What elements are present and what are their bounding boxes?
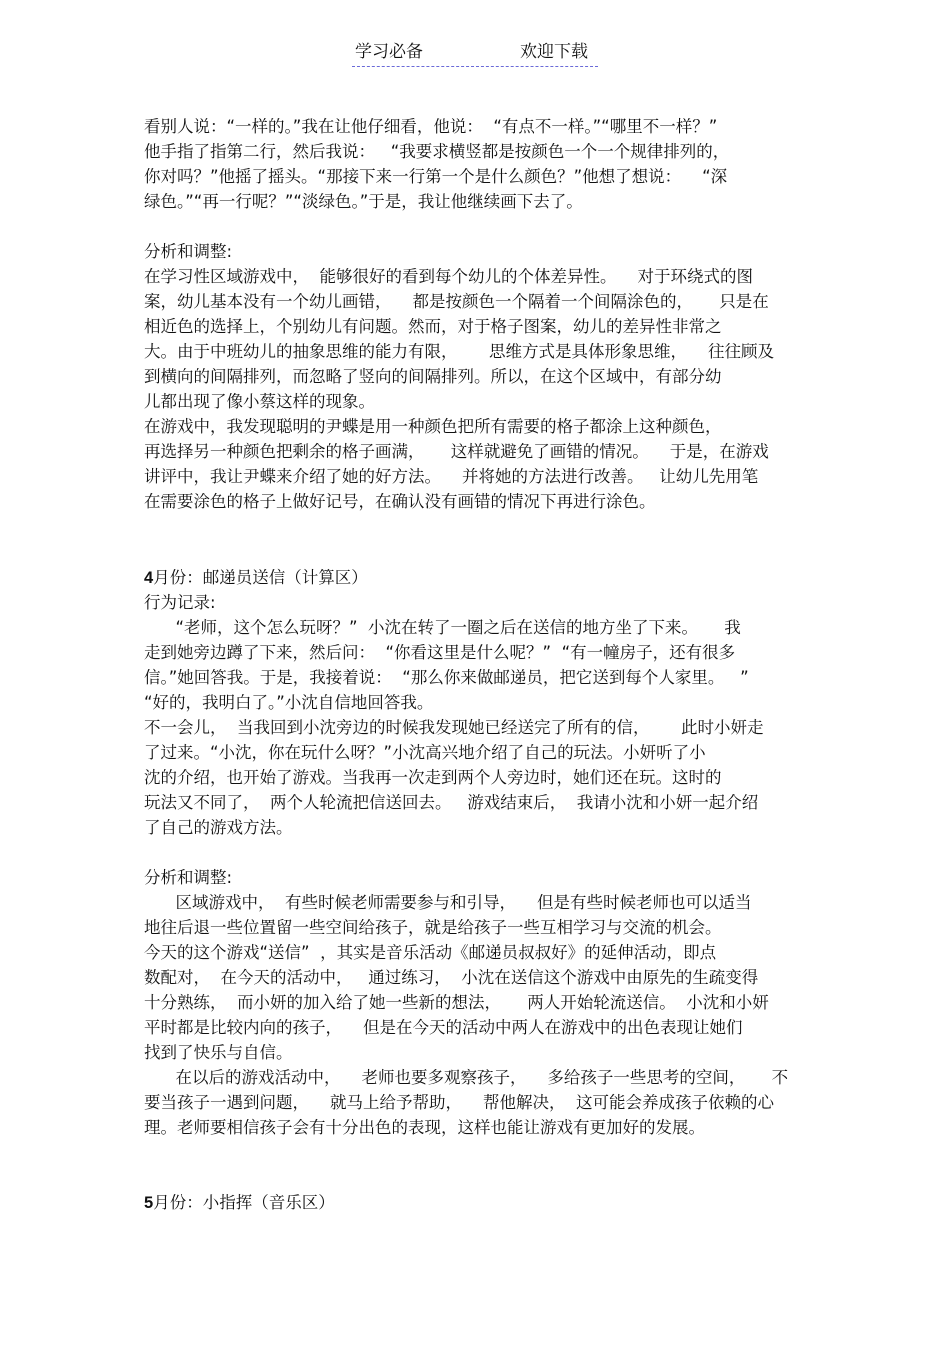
paragraph-line: 讲评中，我让尹蝶来介绍了她的好方法。 并将她的方法进行改善。 让幼儿先用笔 [144, 467, 759, 486]
paragraph-line: 看别人说：“一样的。”我在让他仔细看，他说： “有点不一样。”“哪里不一样？” [144, 117, 718, 136]
header-right-text: 欢迎下载 [520, 42, 588, 62]
paragraph-line: 了过来。“小沈，你在玩什么呀？”小沈高兴地介绍了自己的玩法。小妍听了小 [144, 743, 706, 762]
paragraph-line: 大。由于中班幼儿的抽象思维的能力有限， 思维方式是具体形象思维， 往往顾及 [144, 342, 774, 361]
paragraph-line: “老师，这个怎么玩呀？” 小沈在转了一圈之后在送信的地方坐了下来。 我 [144, 618, 741, 637]
paragraph-line: 十分熟练， 而小妍的加入给了她一些新的想法， 两人开始轮流送信。 小沈和小妍 [144, 993, 769, 1012]
paragraph-line: 了自己的游戏方法。 [144, 818, 293, 837]
section-title: 分析和调整: [144, 242, 233, 261]
month-title: 月份：邮递员送信（计算区） [153, 568, 368, 587]
month-number: 4 [144, 569, 154, 587]
paragraph-line: 到横向的间隔排列，而忽略了竖向的间隔排列。所以，在这个区域中，有部分幼 [144, 367, 722, 386]
paragraph-line: 地往后退一些位置留一些空间给孩子，就是给孩子一些互相学习与交流的机会。 [144, 918, 722, 937]
paragraph-line: 在游戏中，我发现聪明的尹蝶是用一种颜色把所有需要的格子都涂上这种颜色， [144, 417, 722, 436]
paragraph-line: 数配对， 在今天的活动中， 通过练习， 小沈在送信这个游戏中由原先的生疏变得 [144, 968, 759, 987]
paragraph-line: 再选择另一种颜色把剩余的格子画满， 这样就避免了画错的情况。 于是，在游戏 [144, 442, 769, 461]
paragraph-line: 儿都出现了像小蔡这样的现象。 [144, 392, 375, 411]
month-number: 5 [144, 1194, 154, 1212]
paragraph-line: 在学习性区域游戏中， 能够很好的看到每个幼儿的个体差异性。 对于环绕式的图 [144, 267, 753, 286]
paragraph-line: 在以后的游戏活动中， 老师也要多观察孩子， 多给孩子一些思考的空间， 不 [144, 1068, 789, 1087]
paragraph-line: 要当孩子一遇到问题， 就马上给予帮助， 帮他解决， 这可能会养成孩子依赖的心 [144, 1093, 774, 1112]
paragraph-line: “好的，我明白了。”小沈自信地回答我。 [144, 693, 434, 712]
paragraph-line: 沈的介绍，也开始了游戏。当我再一次走到两个人旁边时，她们还在玩。这时的 [144, 768, 722, 787]
paragraph-line: 相近色的选择上，个别幼儿有问题。然而，对于格子图案，幼儿的差异性非常之 [144, 317, 722, 336]
paragraph-line: 今天的这个游戏“送信” ，其实是音乐活动《邮递员叔叔好》的延伸活动，即点 [144, 943, 717, 962]
header-left-text: 学习必备 [355, 42, 423, 62]
paragraph-line: 案，幼儿基本没有一个幼儿画错， 都是按颜色一个隔着一个间隔涂色的， 只是在 [144, 292, 769, 311]
paragraph-line: 找到了快乐与自信。 [144, 1043, 293, 1062]
section-title: 行为记录: [144, 593, 216, 612]
paragraph-line: 在需要涂色的格子上做好记号，在确认没有画错的情况下再进行涂色。 [144, 492, 656, 511]
paragraph-line: 绿色。”“再一行呢？”“淡绿色。”于是，我让他继续画下去了。 [144, 192, 583, 211]
paragraph-line: 不一会儿， 当我回到小沈旁边的时候我发现她已经送完了所有的信， 此时小妍走 [144, 718, 764, 737]
paragraph-line: 他手指了指第二行，然后我说： “我要求横竖都是按颜色一个一个规律排列的， [144, 142, 730, 161]
paragraph-line: 平时都是比较内向的孩子， 但是在今天的活动中两人在游戏中的出色表现让她们 [144, 1018, 743, 1037]
paragraph-line: 你对吗？”他摇了摇头。“那接下来一行第一个是什么颜色？”他想了想说： “深 [144, 167, 728, 186]
paragraph-line: 走到她旁边蹲了下来，然后问： “你看这里是什么呢？” “有一幢房子，还有很多 [144, 643, 736, 662]
paragraph-line: 玩法又不同了， 两个人轮流把信送回去。 游戏结束后， 我请小沈和小妍一起介绍 [144, 793, 759, 812]
month-title: 月份：小指挥（音乐区） [153, 1193, 335, 1212]
paragraph-line: 信。”她回答我。于是，我接着说： “那么你来做邮递员，把它送到每个人家里。 ” [144, 668, 749, 687]
paragraph-line: 区域游戏中， 有些时候老师需要参与和引导， 但是有些时候老师也可以适当 [144, 893, 752, 912]
month-heading-may [144, 1192, 335, 1214]
paragraph-line: 理。老师要相信孩子会有十分出色的表现，这样也能让游戏有更加好的发展。 [144, 1118, 705, 1137]
month-heading-april [144, 567, 368, 589]
section-title: 分析和调整: [144, 868, 233, 887]
page-header [352, 40, 598, 67]
